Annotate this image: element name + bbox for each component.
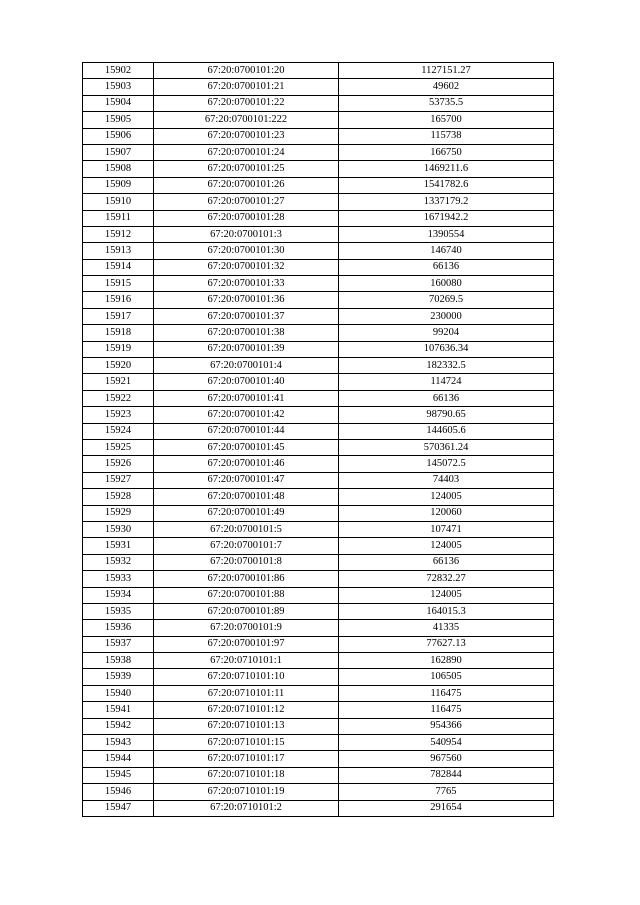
table-row [83, 587, 554, 603]
table-row [83, 112, 554, 128]
value-cell: 160080 [339, 276, 554, 292]
row-number-cell: 15941 [83, 702, 154, 718]
table-row [83, 538, 554, 554]
row-number-cell: 15943 [83, 735, 154, 751]
value-cell: 107471 [339, 521, 554, 537]
value-cell: 74403 [339, 472, 554, 488]
table-row [83, 718, 554, 734]
row-number-cell: 15923 [83, 407, 154, 423]
value-cell: 570361.24 [339, 439, 554, 455]
cadastral-number-cell: 67:20:0700101:4 [154, 358, 339, 374]
row-number-cell: 15914 [83, 259, 154, 275]
value-cell: 77627.13 [339, 636, 554, 652]
value-cell: 782844 [339, 767, 554, 783]
row-number-cell: 15924 [83, 423, 154, 439]
cadastral-number-cell: 67:20:0700101:44 [154, 423, 339, 439]
cadastral-number-cell: 67:20:0710101:11 [154, 685, 339, 701]
row-number-cell: 15926 [83, 456, 154, 472]
cadastral-number-cell: 67:20:0700101:28 [154, 210, 339, 226]
value-cell: 1469211.6 [339, 161, 554, 177]
row-number-cell: 15922 [83, 390, 154, 406]
cadastral-number-cell: 67:20:0700101:37 [154, 308, 339, 324]
row-number-cell: 15925 [83, 439, 154, 455]
value-cell: 116475 [339, 685, 554, 701]
row-number-cell: 15907 [83, 144, 154, 160]
table-row [83, 95, 554, 111]
cadastral-number-cell: 67:20:0700101:23 [154, 128, 339, 144]
cadastral-number-cell: 67:20:0700101:86 [154, 571, 339, 587]
value-cell: 144605.6 [339, 423, 554, 439]
row-number-cell: 15918 [83, 325, 154, 341]
cadastral-number-cell: 67:20:0700101:47 [154, 472, 339, 488]
cadastral-number-cell: 67:20:0710101:18 [154, 767, 339, 783]
value-cell: 146740 [339, 243, 554, 259]
table-row [83, 653, 554, 669]
table-row [83, 603, 554, 619]
value-cell: 1671942.2 [339, 210, 554, 226]
value-cell: 7765 [339, 784, 554, 800]
table-body [83, 63, 554, 817]
cadastral-number-cell: 67:20:0700101:26 [154, 177, 339, 193]
table-row [83, 767, 554, 783]
value-cell: 41335 [339, 620, 554, 636]
value-cell: 72832.27 [339, 571, 554, 587]
value-cell: 70269.5 [339, 292, 554, 308]
row-number-cell: 15930 [83, 521, 154, 537]
cadastral-value-table [82, 62, 554, 817]
row-number-cell: 15911 [83, 210, 154, 226]
row-number-cell: 15939 [83, 669, 154, 685]
table-row [83, 308, 554, 324]
cadastral-number-cell: 67:20:0700101:45 [154, 439, 339, 455]
value-cell: 164015.3 [339, 603, 554, 619]
row-number-cell: 15928 [83, 489, 154, 505]
row-number-cell: 15908 [83, 161, 154, 177]
cadastral-number-cell: 67:20:0700101:49 [154, 505, 339, 521]
cadastral-number-cell: 67:20:0700101:88 [154, 587, 339, 603]
row-number-cell: 15906 [83, 128, 154, 144]
row-number-cell: 15933 [83, 571, 154, 587]
table-row [83, 79, 554, 95]
value-cell: 230000 [339, 308, 554, 324]
value-cell: 116475 [339, 702, 554, 718]
row-number-cell: 15936 [83, 620, 154, 636]
row-number-cell: 15917 [83, 308, 154, 324]
cadastral-number-cell: 67:20:0700101:38 [154, 325, 339, 341]
row-number-cell: 15916 [83, 292, 154, 308]
value-cell: 1541782.6 [339, 177, 554, 193]
value-cell: 967560 [339, 751, 554, 767]
value-cell: 99204 [339, 325, 554, 341]
row-number-cell: 15947 [83, 800, 154, 816]
cadastral-number-cell: 67:20:0700101:9 [154, 620, 339, 636]
value-cell: 115738 [339, 128, 554, 144]
row-number-cell: 15944 [83, 751, 154, 767]
table-row [83, 571, 554, 587]
cadastral-number-cell: 67:20:0700101:22 [154, 95, 339, 111]
cadastral-number-cell: 67:20:0700101:33 [154, 276, 339, 292]
cadastral-number-cell: 67:20:0710101:12 [154, 702, 339, 718]
cadastral-number-cell: 67:20:0700101:21 [154, 79, 339, 95]
cadastral-number-cell: 67:20:0710101:15 [154, 735, 339, 751]
row-number-cell: 15934 [83, 587, 154, 603]
row-number-cell: 15919 [83, 341, 154, 357]
value-cell: 114724 [339, 374, 554, 390]
row-number-cell: 15931 [83, 538, 154, 554]
row-number-cell: 15932 [83, 554, 154, 570]
row-number-cell: 15905 [83, 112, 154, 128]
table-row [83, 669, 554, 685]
table-row [83, 407, 554, 423]
table-row [83, 702, 554, 718]
table-row [83, 636, 554, 652]
value-cell: 124005 [339, 587, 554, 603]
table-row [83, 456, 554, 472]
cadastral-number-cell: 67:20:0700101:222 [154, 112, 339, 128]
value-cell: 954366 [339, 718, 554, 734]
cadastral-number-cell: 67:20:0700101:32 [154, 259, 339, 275]
table-row [83, 161, 554, 177]
value-cell: 540954 [339, 735, 554, 751]
value-cell: 106505 [339, 669, 554, 685]
cadastral-number-cell: 67:20:0700101:46 [154, 456, 339, 472]
value-cell: 291654 [339, 800, 554, 816]
cadastral-number-cell: 67:20:0700101:25 [154, 161, 339, 177]
table-row [83, 521, 554, 537]
table-row [83, 735, 554, 751]
cadastral-number-cell: 67:20:0700101:20 [154, 63, 339, 79]
cadastral-number-cell: 67:20:0700101:27 [154, 194, 339, 210]
row-number-cell: 15921 [83, 374, 154, 390]
cadastral-number-cell: 67:20:0700101:41 [154, 390, 339, 406]
row-number-cell: 15903 [83, 79, 154, 95]
cadastral-number-cell: 67:20:0700101:8 [154, 554, 339, 570]
cadastral-number-cell: 67:20:0710101:13 [154, 718, 339, 734]
cadastral-number-cell: 67:20:0700101:30 [154, 243, 339, 259]
table-row [83, 177, 554, 193]
value-cell: 124005 [339, 489, 554, 505]
value-cell: 182332.5 [339, 358, 554, 374]
value-cell: 53735.5 [339, 95, 554, 111]
cadastral-number-cell: 67:20:0710101:19 [154, 784, 339, 800]
cadastral-number-cell: 67:20:0700101:24 [154, 144, 339, 160]
value-cell: 98790.65 [339, 407, 554, 423]
table-row [83, 423, 554, 439]
row-number-cell: 15912 [83, 226, 154, 242]
row-number-cell: 15946 [83, 784, 154, 800]
cadastral-number-cell: 67:20:0700101:36 [154, 292, 339, 308]
row-number-cell: 15945 [83, 767, 154, 783]
row-number-cell: 15904 [83, 95, 154, 111]
table-row [83, 489, 554, 505]
table-row [83, 63, 554, 79]
table-row [83, 751, 554, 767]
table-row [83, 800, 554, 816]
table-row [83, 685, 554, 701]
row-number-cell: 15929 [83, 505, 154, 521]
table-row [83, 341, 554, 357]
table-row [83, 243, 554, 259]
cadastral-number-cell: 67:20:0710101:1 [154, 653, 339, 669]
cadastral-number-cell: 67:20:0700101:42 [154, 407, 339, 423]
row-number-cell: 15940 [83, 685, 154, 701]
row-number-cell: 15927 [83, 472, 154, 488]
cadastral-number-cell: 67:20:0700101:3 [154, 226, 339, 242]
row-number-cell: 15902 [83, 63, 154, 79]
value-cell: 1337179.2 [339, 194, 554, 210]
table-row [83, 620, 554, 636]
table-row [83, 259, 554, 275]
value-cell: 66136 [339, 554, 554, 570]
table-row [83, 358, 554, 374]
table-row [83, 554, 554, 570]
row-number-cell: 15913 [83, 243, 154, 259]
row-number-cell: 15909 [83, 177, 154, 193]
table-row [83, 276, 554, 292]
table-row [83, 784, 554, 800]
value-cell: 66136 [339, 390, 554, 406]
cadastral-number-cell: 67:20:0710101:2 [154, 800, 339, 816]
table-row [83, 390, 554, 406]
value-cell: 49602 [339, 79, 554, 95]
cadastral-number-cell: 67:20:0700101:40 [154, 374, 339, 390]
value-cell: 145072.5 [339, 456, 554, 472]
value-cell: 1127151.27 [339, 63, 554, 79]
cadastral-number-cell: 67:20:0700101:89 [154, 603, 339, 619]
cadastral-number-cell: 67:20:0700101:5 [154, 521, 339, 537]
row-number-cell: 15920 [83, 358, 154, 374]
value-cell: 107636.34 [339, 341, 554, 357]
row-number-cell: 15938 [83, 653, 154, 669]
table-row [83, 226, 554, 242]
cadastral-number-cell: 67:20:0700101:97 [154, 636, 339, 652]
value-cell: 165700 [339, 112, 554, 128]
cadastral-number-cell: 67:20:0710101:17 [154, 751, 339, 767]
value-cell: 120060 [339, 505, 554, 521]
row-number-cell: 15910 [83, 194, 154, 210]
row-number-cell: 15942 [83, 718, 154, 734]
cadastral-number-cell: 67:20:0700101:39 [154, 341, 339, 357]
table-row [83, 292, 554, 308]
value-cell: 1390554 [339, 226, 554, 242]
cadastral-number-cell: 67:20:0710101:10 [154, 669, 339, 685]
value-cell: 124005 [339, 538, 554, 554]
table-row [83, 128, 554, 144]
table-row [83, 472, 554, 488]
table-row [83, 194, 554, 210]
table-row [83, 210, 554, 226]
value-cell: 66136 [339, 259, 554, 275]
row-number-cell: 15937 [83, 636, 154, 652]
table-row [83, 144, 554, 160]
table-row [83, 325, 554, 341]
value-cell: 162890 [339, 653, 554, 669]
cadastral-number-cell: 67:20:0700101:48 [154, 489, 339, 505]
row-number-cell: 15915 [83, 276, 154, 292]
table-row [83, 374, 554, 390]
row-number-cell: 15935 [83, 603, 154, 619]
table-row [83, 439, 554, 455]
table-row [83, 505, 554, 521]
value-cell: 166750 [339, 144, 554, 160]
cadastral-number-cell: 67:20:0700101:7 [154, 538, 339, 554]
